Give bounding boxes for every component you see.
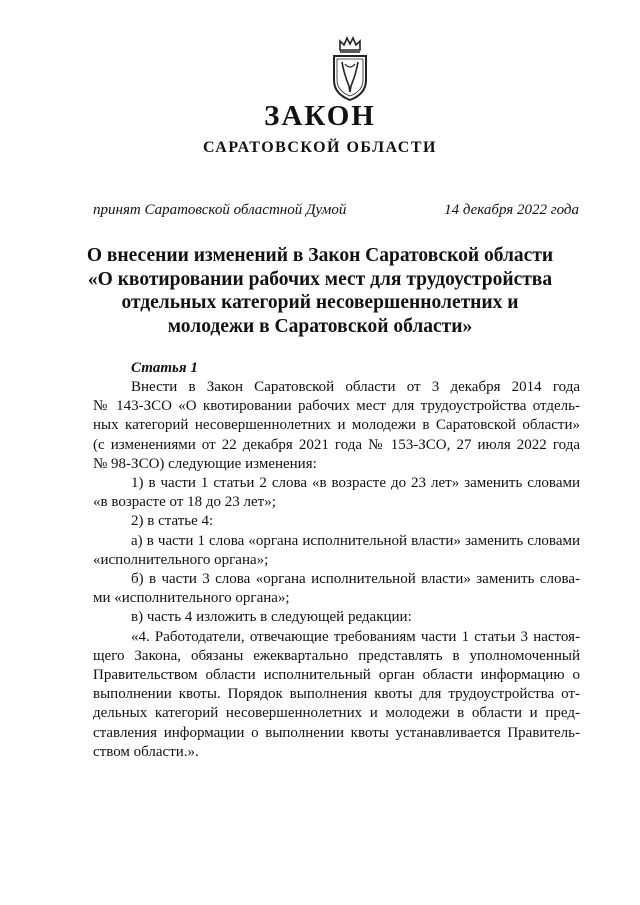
body-line: Внести в Закон Саратовской области от 3 декабря 2014 года (131, 379, 580, 395)
article-body (93, 378, 580, 762)
document-type-heading: ЗАКОН (264, 100, 376, 132)
region-heading: САРАТОВСКОЙ ОБЛАСТИ (203, 139, 437, 156)
body-line: дельных категорий несовершеннолетних и молодежи в области и пред- (93, 705, 580, 722)
article-heading: Статья 1 (131, 360, 198, 376)
adoption-date: 14 декабря 2022 года (444, 202, 579, 218)
law-title-line: О внесении изменений в Закон Саратовской области (86, 245, 554, 266)
body-line: № 98-ЗСО) следующие изменения: (93, 455, 317, 472)
body-line: выполнении квоты. Порядок выполнения квоты для трудоустройства от- (93, 686, 580, 703)
body-line: Правительством области исполнительный орган области информацию о (93, 667, 580, 684)
body-line: в) часть 4 изложить в следующей редакции: (131, 609, 412, 626)
body-line: «в возрасте от 18 до 23 лет»; (93, 494, 276, 511)
body-line: щего Закона, обязаны ежеквартально представлять в уполномоченный (93, 647, 580, 664)
body-line: ством области.». (93, 743, 199, 760)
body-line: ных категорий несовершеннолетних и молодежи в Саратовской области» (93, 417, 580, 434)
law-title-line: «О квотировании рабочих мест для трудоустройства (87, 268, 553, 290)
body-line: (с изменениями от 22 декабря 2021 года № 153-ЗСО, 27 июля 2022 года (93, 436, 580, 453)
body-line: ми «исполнительного органа»; (93, 590, 290, 607)
body-line: «исполнительного органа»; (93, 551, 269, 568)
law-title-line: отдельных категорий несовершеннолетних и (121, 292, 519, 313)
adopted-by-text: принят Саратовской областной Думой (93, 202, 347, 218)
body-line: б) в части 3 слова «органа исполнительной власти» заменить слова- (131, 571, 580, 588)
body-line: № 143-ЗСО «О квотировании рабочих мест для трудоустройства отдель- (93, 398, 580, 415)
coat-of-arms-icon (328, 36, 372, 102)
law-title (60, 244, 580, 338)
body-line: 2) в статье 4: (131, 513, 214, 530)
body-line: ставления информации о выполнении квоты устанавливается Правитель- (93, 724, 580, 741)
body-line: а) в части 1 слова «органа исполнительной власти» заменить словами (131, 532, 580, 549)
body-line: 1) в части 1 статьи 2 слова «в возрасте до 23 лет» заменить словами (131, 475, 580, 492)
law-title-line: молодежи в Саратовской области» (167, 315, 473, 337)
body-line: «4. Работодатели, отвечающие требованиям части 1 статьи 3 настоя- (131, 628, 580, 645)
